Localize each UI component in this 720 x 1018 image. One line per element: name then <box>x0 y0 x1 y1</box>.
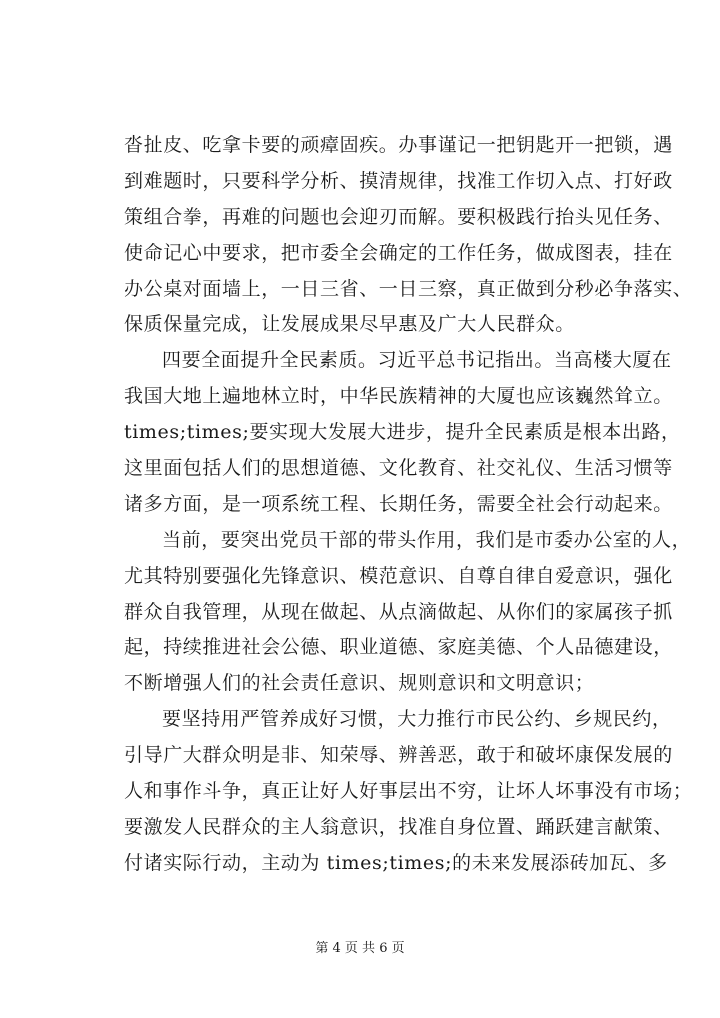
text-line: 保质保量完成，让发展成果尽早惠及广大人民群众。 <box>124 313 575 336</box>
text-line: 到难题时，只要科学分析、摸清规律，找准工作切入点、打好政 <box>124 169 673 192</box>
page-footer: 第 4 页 共 6 页 <box>315 941 405 956</box>
text-line: 我国大地上遍地林立时，中华民族精神的大厦也应该巍然耸立。 <box>124 385 673 408</box>
text-line: 引导广大群众明是非、知荣辱、辨善恶，敢于和破坏康保发展的 <box>124 744 673 767</box>
text-line: 沓扯皮、吃拿卡要的顽瘴固疾。办事谨记一把钥匙开一把锁，遇 <box>124 134 673 156</box>
text-line: 使命记心中要求，把市委全会确定的工作任务，做成图表，挂在 <box>124 241 673 264</box>
text-line: 策组合拳，再难的问题也会迎刃而解。要积极践行抬头见任务、 <box>124 205 673 228</box>
text-line: 当前，要突出党员干部的带头作用，我们是市委办公室的人， <box>162 528 692 551</box>
text-line: 人和事作斗争，真正让好人好事层出不穷，让坏人坏事没有市场； <box>124 780 693 803</box>
text-line: 付诸实际行动，主动为 times;times;的未来发展添砖加瓦、多 <box>124 851 668 874</box>
text-line: 这里面包括人们的思想道德、文化教育、社交礼仪、生活习惯等 <box>124 457 673 480</box>
text-line: 要激发人民群众的主人翁意识，找准自身位置、踊跃建言献策、 <box>124 815 673 838</box>
text-line: 起，持续推进社会公德、职业道德、家庭美德、个人品德建设， <box>124 636 673 659</box>
text-line: 不断增强人们的社会责任意识、规则意识和文明意识； <box>124 672 595 695</box>
text-line: 办公桌对面墙上，一日三省、一日三察，真正做到分秒必争落实、 <box>124 277 693 300</box>
text-line: times;times;要实现大发展大进步，提升全民素质是根本出路， <box>124 421 681 444</box>
document-body <box>124 128 693 882</box>
text-line: 群众自我管理，从现在做起、从点滴做起、从你们的家属孩子抓 <box>124 600 673 623</box>
text-line: 尤其特别要强化先锋意识、模范意识、自尊自律自爱意识，强化 <box>124 564 673 587</box>
text-line: 四要全面提升全民素质。习近平总书记指出。当高楼大厦在 <box>162 349 672 372</box>
text-line: 诸多方面，是一项系统工程、长期任务，需要全社会行动起来。 <box>124 492 673 515</box>
text-line: 要坚持用严管养成好习惯，大力推行市民公约、乡规民约， <box>162 708 672 731</box>
